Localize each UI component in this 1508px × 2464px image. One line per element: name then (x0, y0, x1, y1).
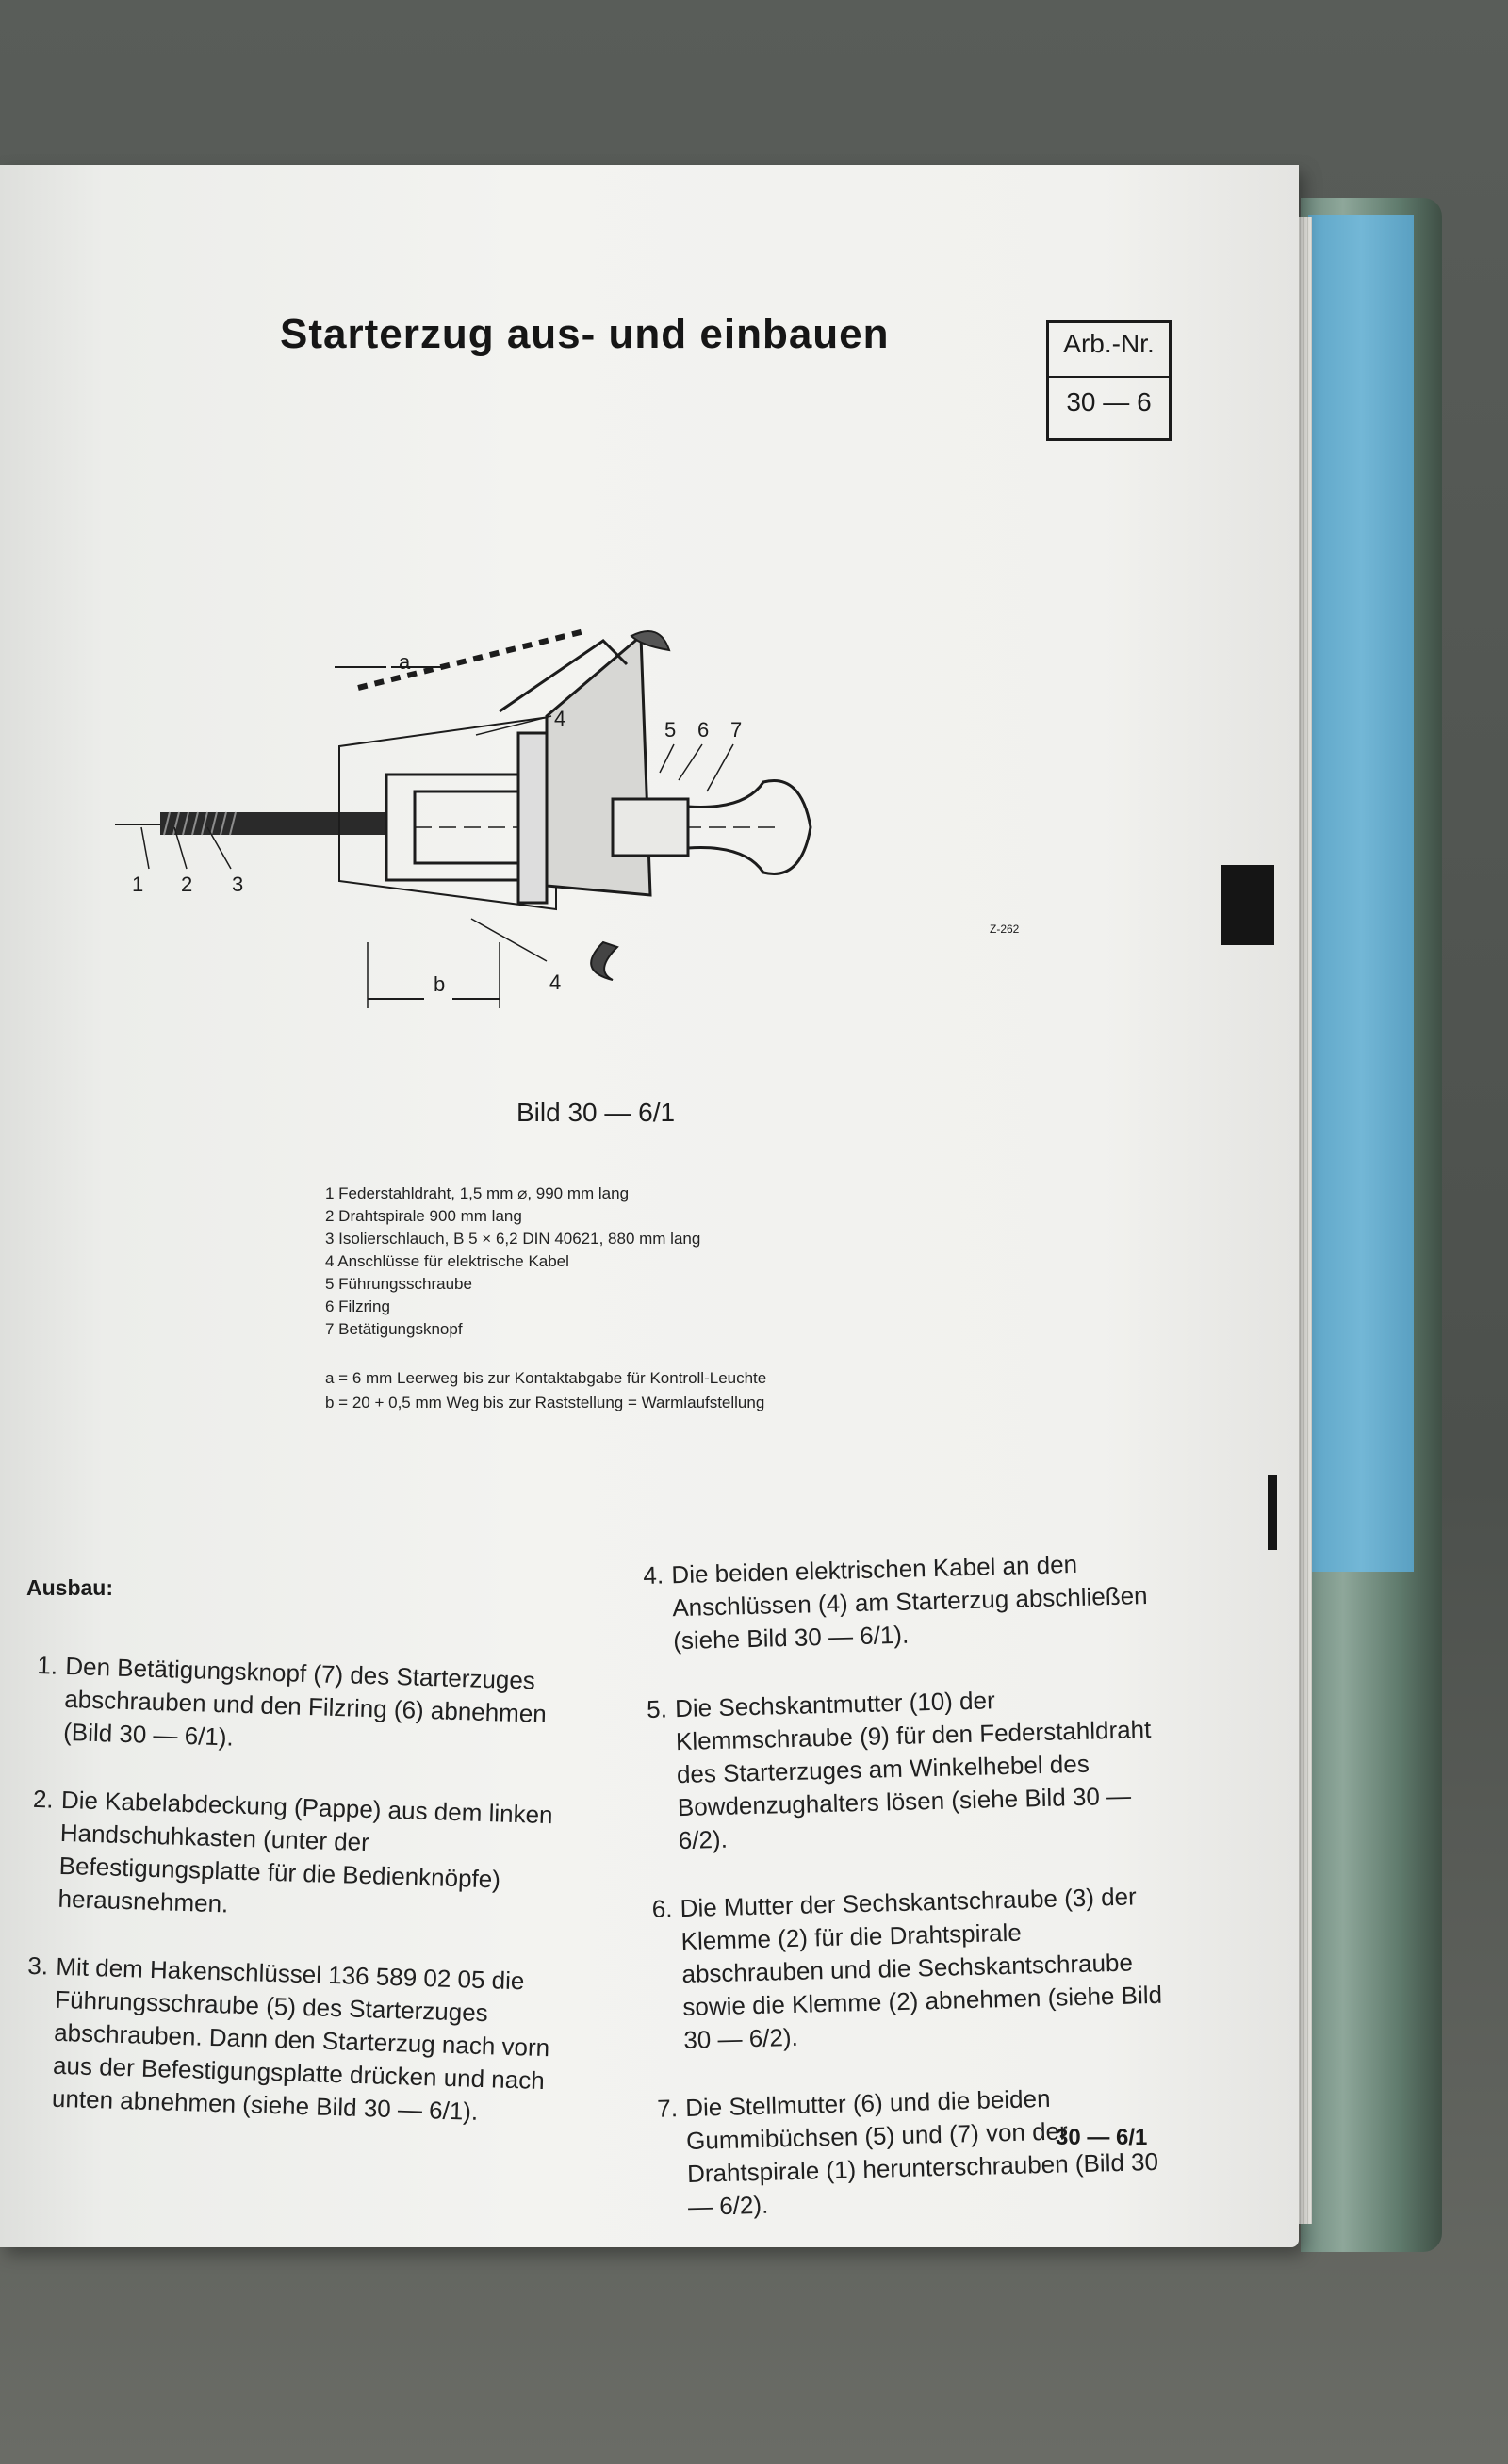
thumb-index-tab (1221, 865, 1274, 945)
label-1: 1 (132, 873, 144, 896)
step-number: 7. (656, 2094, 679, 2123)
step-text: Den Betätigungsknopf (7) des Starterzuges abschrauben und den Filzring (6) abnehmen (Bild 30 — 6/1). (62, 1651, 548, 1752)
step-item (29, 1783, 561, 1932)
guide-screw (613, 799, 688, 856)
step-item (643, 1546, 1155, 1658)
parts-legend (325, 1183, 700, 1341)
label-4-top: 4 (554, 707, 566, 730)
label-7: 7 (730, 718, 743, 742)
step-number: 3. (26, 1950, 49, 1981)
label-3: 3 (232, 873, 244, 896)
work-number-box (1046, 320, 1172, 441)
legend-item: 6 Filzring (325, 1297, 390, 1315)
label-b: b (434, 972, 446, 996)
section-heading: Ausbau: (26, 1575, 113, 1600)
label-4-bottom: 4 (549, 971, 562, 994)
step-item (35, 1649, 566, 1765)
work-number-divider (1049, 376, 1169, 378)
step-number: 6. (651, 1894, 673, 1923)
technical-drawing (104, 528, 1103, 1018)
note-a: a = 6 mm Leerweg bis zur Kontaktabgabe für Kontroll-Leuchte (325, 1369, 767, 1387)
legend-item: 7 Betätigungsknopf (325, 1320, 463, 1338)
label-2: 2 (181, 873, 193, 896)
page-number: 30 — 6/1 (1056, 2125, 1148, 2150)
step-text: Die beiden elektrischen Kabel an den Anschlüssen (4) am Starterzug abschließen (siehe Bild 30 — 6/1). (671, 1549, 1148, 1656)
work-number-value: 30 — 6 (1066, 387, 1152, 416)
legend-item: 2 Drahtspirale 900 mm lang (325, 1207, 522, 1225)
step-text: Mit dem Hakenschlüssel 136 589 02 05 die Führungsschraube (5) des Starterzuges abschrauben. Dann den Starterzug nach vorn aus der Befestigungsplatte drücken und nach unten abnehmen (siehe Bild 30 — 6/1). (51, 1951, 550, 2126)
page-title: Starterzug aus- und einbauen (280, 311, 890, 357)
legend-item: 3 Isolierschlauch, B 5 × 6,2 DIN 40621, 880 mm lang (325, 1230, 701, 1248)
step-number: 4. (643, 1560, 664, 1590)
legend-item: 4 Anschlüsse für elektrische Kabel (325, 1252, 569, 1270)
step-text: Die Sechskantmutter (10) der Klemmschraube (9) für den Federstahldraht des Starterzuges am Winkelhebel des Bowdenzughalters lösen (siehe Bild 30 — 6/2). (674, 1686, 1152, 1855)
label-6: 6 (697, 718, 710, 742)
step-number: 5. (646, 1694, 668, 1723)
drawing-ref: Z-262 (990, 922, 1020, 936)
steps-left-column (22, 1649, 565, 2165)
step-text: Die Mutter der Sechskantschraube (3) der Klemme (2) für die Drahtspirale abschrauben und die Sechskantschraube sowie die Klemme (2) abnehmen (siehe Bild 30 — 6/2). (680, 1882, 1163, 2055)
work-number-label: Arb.-Nr. (1063, 329, 1155, 358)
step-item (23, 1950, 555, 2131)
panel-section (518, 733, 547, 903)
note-b: b = 20 + 0,5 mm Weg bis zur Raststellung = Warmlaufstellung (325, 1394, 765, 1411)
step-number: 1. (36, 1650, 58, 1680)
steps-right-column (643, 1546, 1170, 2260)
label-a: a (399, 650, 411, 674)
hook-lever (591, 942, 617, 980)
label-5: 5 (664, 718, 677, 742)
legend-item: 1 Federstahldraht, 1,5 mm ⌀, 990 mm lang (325, 1184, 630, 1202)
step-item (647, 1680, 1159, 1858)
blue-cover (1308, 215, 1414, 1572)
step-text: Die Stellmutter (6) und die beiden Gummibüchsen (5) und (7) von der Drahtspirale (1) herunterschrauben (Bild 30 — 6/2). (684, 2083, 1159, 2221)
step-number: 2. (32, 1784, 55, 1814)
figure-caption: Bild 30 — 6/1 (516, 1098, 676, 1127)
legend-item: 5 Führungsschraube (325, 1275, 472, 1293)
panel-edge-top (358, 631, 584, 688)
dimension-notes (325, 1366, 766, 1415)
thumb-index-tab-lower (1268, 1475, 1277, 1550)
step-item (657, 2080, 1169, 2225)
step-item (651, 1880, 1164, 2058)
step-text: Die Kabelabdeckung (Pappe) aus dem linken Handschuhkasten (unter der Befestigungsplatte für die Bedienknöpfe) herausnehmen. (57, 1785, 553, 1918)
